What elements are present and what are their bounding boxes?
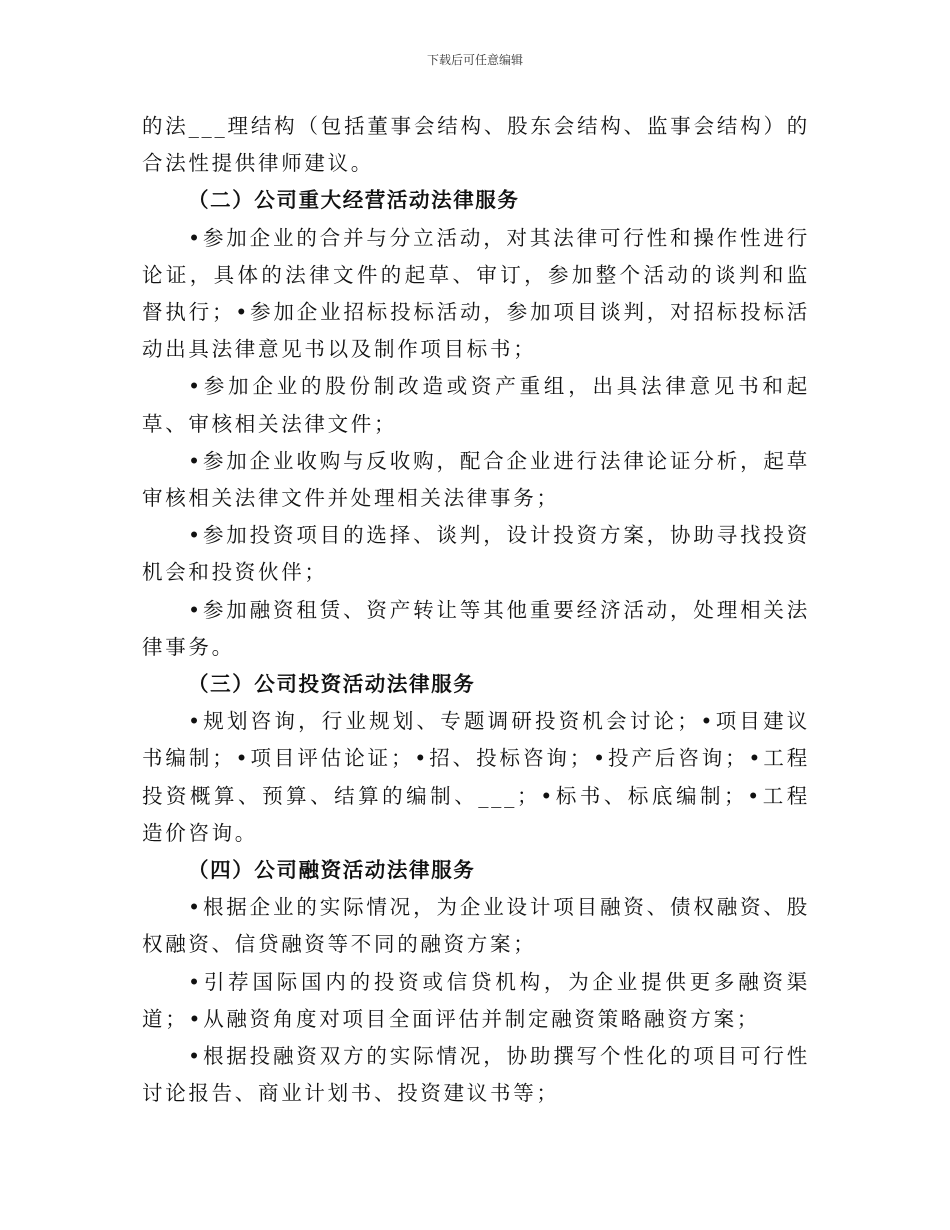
document-body xyxy=(142,108,810,1112)
paragraph-reports: •根据投融资双方的实际情况，协助撰写个性化的项目可行性讨论报告、商业计划书、投资建议书等； xyxy=(142,1044,810,1106)
section-heading-financing: （四）公司融资活动法律服务 xyxy=(188,858,476,883)
paragraph-leasing-transfer: •参加融资租赁、资产转让等其他重要经济活动，处理相关法律事务。 xyxy=(142,597,810,659)
section-heading-major-operations: （二）公司重大经营活动法律服务 xyxy=(188,188,520,213)
header-note: 下载后可任意编辑 xyxy=(426,53,523,67)
paragraph-restructuring: •参加企业的股份制改造或资产重组，出具法律意见书和起草、审核相关法律文件； xyxy=(142,374,810,436)
paragraph-financing-channels: •引荐国际国内的投资或信贷机构，为企业提供更多融资渠道；•从融资角度对项目全面评估并制定融资策略融资方案； xyxy=(142,969,810,1031)
section-heading-investment: （三）公司投资活动法律服务 xyxy=(188,672,476,697)
paragraph-financing-plans: •根据企业的实际情况，为企业设计项目融资、债权融资、股权融资、信贷融资等不同的融资方案； xyxy=(142,895,810,957)
paragraph-acquisition: •参加企业收购与反收购，配合企业进行法律论证分析，起草审核相关法律文件并处理相关法律事务； xyxy=(142,448,810,511)
paragraph-investment-consulting: •规划咨询，行业规划、专题调研投资机会讨论；•项目建议书编制；•项目评估论证；•招、投标咨询；•投产后咨询；•工程投资概算、预算、结算的编制、___；•标书、标底编制；•工程造价咨询。 xyxy=(142,709,810,845)
paragraph-merger-bidding: •参加企业的合并与分立活动，对其法律可行性和操作性进行论证，具体的法律文件的起草、审订，参加整个活动的谈判和监督执行；•参加企业招标投标活动，参加项目谈判，对招标投标活动出具法律意见书以及制作项目标书； xyxy=(142,225,810,362)
paragraph-governance-advice: 的法___理结构（包括董事会结构、股东会结构、监事会结构）的合法性提供律师建议。 xyxy=(142,114,810,176)
paragraph-investment-selection: •参加投资项目的选择、谈判，设计投资方案，协助寻找投资机会和投资伙伴； xyxy=(142,523,810,585)
